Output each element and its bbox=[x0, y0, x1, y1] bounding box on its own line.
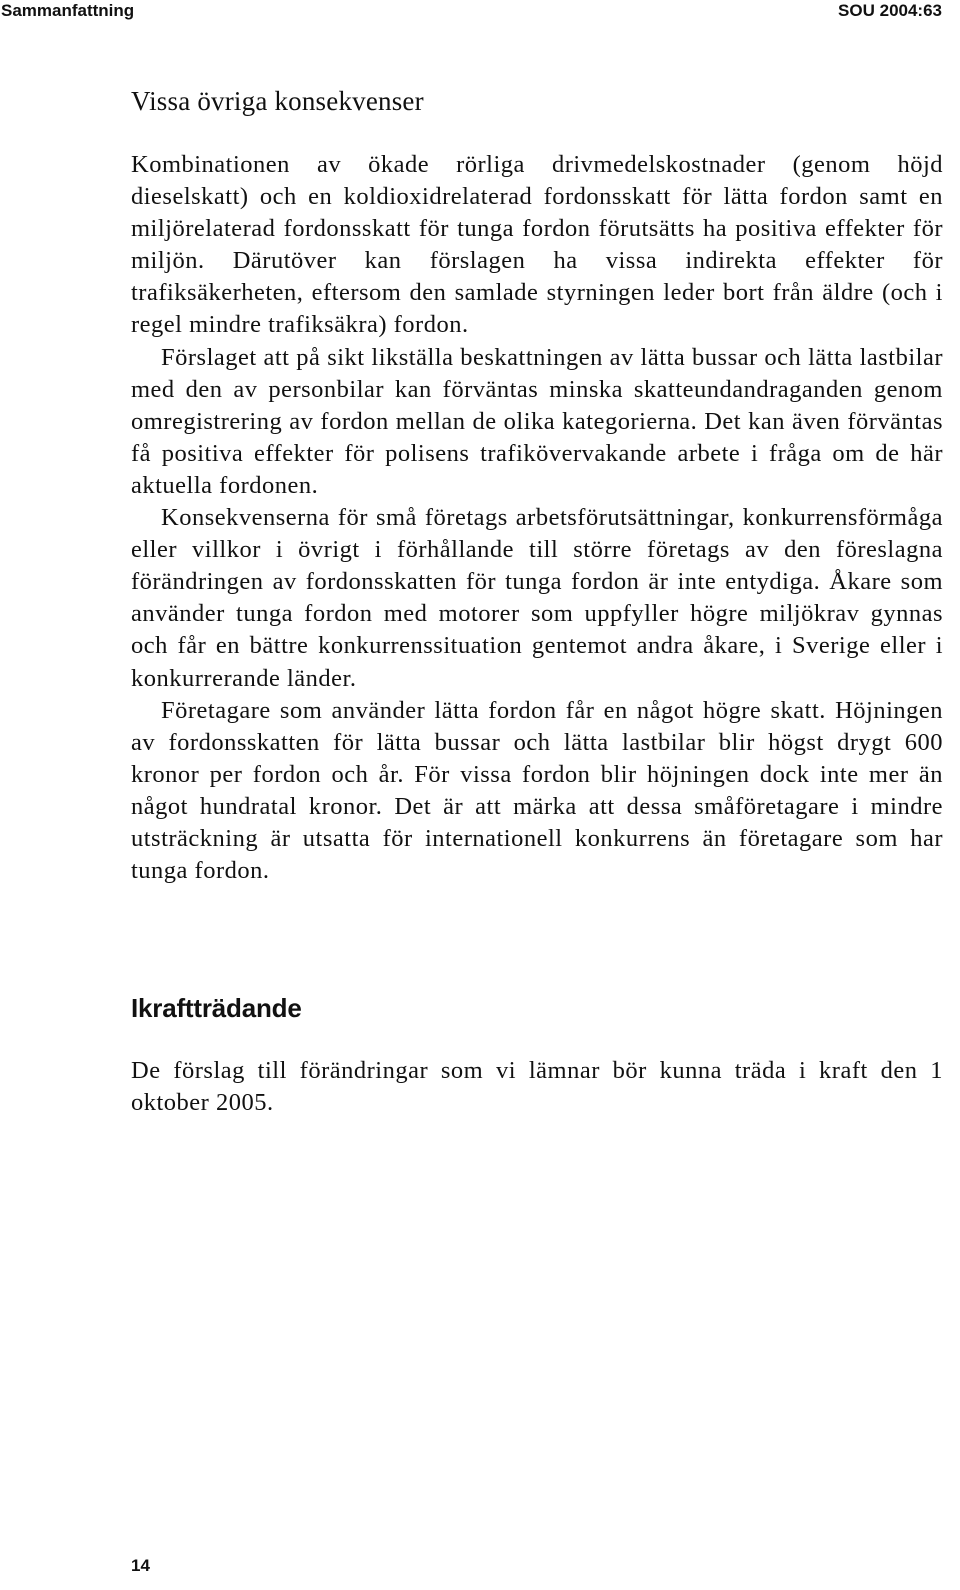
page-content bbox=[131, 83, 943, 1119]
paragraph: De förslag till förändringar som vi lämnar bör kunna träda i kraft den 1 oktober 2005. bbox=[131, 1057, 943, 1117]
running-header bbox=[0, 0, 960, 22]
section-heading-consequences: Vissa övriga konsekvenser bbox=[131, 86, 424, 116]
document-reference: SOU 2004:63 bbox=[838, 1, 942, 20]
paragraph: Förslaget att på sikt likställa beskattningen av lätta bussar och lätta lastbilar med den av personbilar kan förväntas minska skatteundandraganden genom omregistrering av fordon mellan de olika kategorierna. Det kan även förväntas få positiva effekter för polisens trafikövervakande arbete i fråga om de här aktuella fordonen. bbox=[131, 343, 943, 499]
paragraph: Företagare som använder lätta fordon får en något högre skatt. Höjningen av fordonsskatten för lätta bussar och lätta lastbilar blir högst drygt 600 kronor per fordon och år. För vissa fordon blir höjningen dock inte mer än något hundratal kronor. Det är att märka att dessa småföretagare i mindre utsträckning är utsatta för internationell konkurrens än företagare som har tunga fordon. bbox=[131, 696, 943, 885]
paragraph: Kombinationen av ökade rörliga drivmedelskostnader (genom höjd dieselskatt) och en koldioxidrelaterad fordonsskatt för lätta fordon samt en miljörelaterad fordonsskatt för tunga fordon förutsätts ha positiva effekter för miljön. Därutöver kan förslagen ha vissa indirekta effekter för trafiksäkerheten, eftersom den samlade styrningen leder bort från äldre (och i regel mindre trafiksäkra) fordon. bbox=[131, 151, 943, 339]
paragraph: Konsekvenserna för små företags arbetsförutsättningar, konkurrensförmåga eller villkor i övrigt i förhållande till större företags av den föreslagna förändringen av fordonsskatten för tunga fordon är inte entydiga. Åkare som använder tunga fordon med motorer som uppfyller högre miljökrav gynnas och får en bättre konkurrenssituation gentemot andra åkare, i Sverige eller i konkurrerande länder. bbox=[131, 504, 943, 692]
section-heading-entry-into-force: Ikraftträdande bbox=[131, 993, 302, 1024]
section-title: Sammanfattning bbox=[1, 1, 135, 20]
page-number: 14 bbox=[131, 1556, 150, 1575]
